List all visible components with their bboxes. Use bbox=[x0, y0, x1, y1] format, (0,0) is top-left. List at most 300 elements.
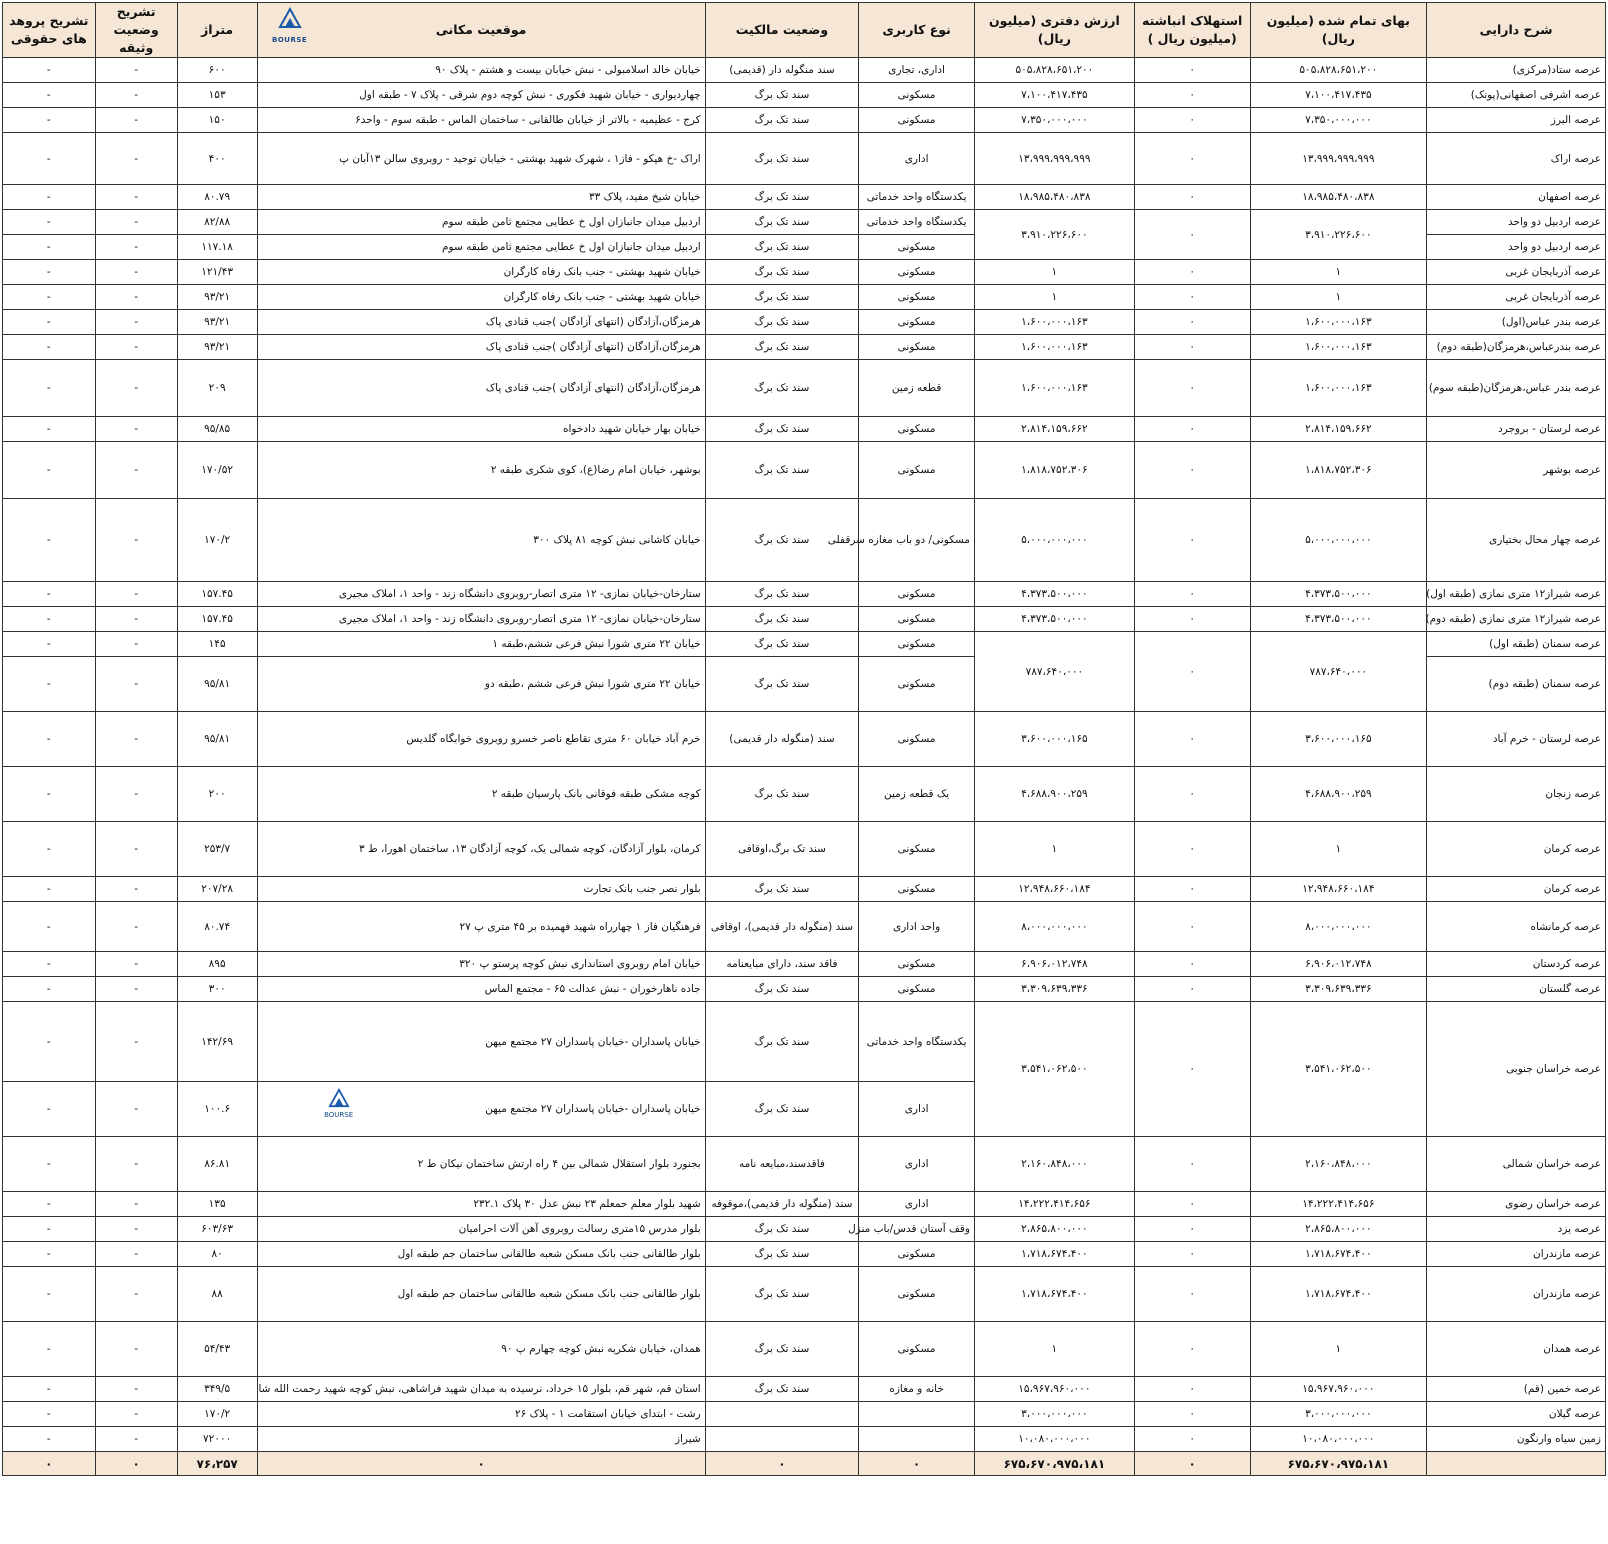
cell-usage: مسکونی bbox=[859, 632, 975, 657]
cell-desc: عرصه اردبیل دو واحد bbox=[1427, 235, 1606, 260]
cell-collat: - bbox=[95, 133, 177, 185]
cell-collat: - bbox=[95, 607, 177, 632]
cell-cost: ۱۰،۰۸۰،۰۰۰،۰۰۰ bbox=[1250, 1427, 1427, 1452]
table-row bbox=[3, 83, 1606, 108]
cell-cost: ۵۰۵،۸۲۸،۶۵۱،۲۰۰ bbox=[1250, 58, 1427, 83]
header-area: متراژ bbox=[177, 3, 257, 58]
cell-own: سند تک برگ bbox=[705, 632, 859, 657]
cell-book: ۱۵،۹۶۷،۹۶۰،۰۰۰ bbox=[974, 1377, 1134, 1402]
cell-cost: ۵،۰۰۰،۰۰۰،۰۰۰ bbox=[1250, 499, 1427, 582]
total-legal: ۰ bbox=[3, 1452, 96, 1476]
cell-depr: ۰ bbox=[1134, 632, 1250, 712]
cell-loc: خیابان پاسداران -خیابان پاسداران ۲۷ مجتمع میهن bbox=[257, 1002, 705, 1082]
cell-usage: مسکونی bbox=[859, 1267, 975, 1322]
cell-legal: - bbox=[3, 1267, 96, 1322]
bourse-logo-icon bbox=[276, 7, 304, 29]
cell-legal: - bbox=[3, 335, 96, 360]
cell-own: سند تک برگ bbox=[705, 977, 859, 1002]
cell-area: ۲۰۹ bbox=[177, 360, 257, 417]
cell-depr: ۰ bbox=[1134, 1427, 1250, 1452]
cell-loc: اردبیل میدان جانبازان اول خ عطایی مجتمع ثامن طبقه سوم bbox=[257, 210, 705, 235]
header-depr: استهلاک انباشته (میلیون ریال ) bbox=[1134, 3, 1250, 58]
cell-book: ۱،۶۰۰،۰۰۰،۱۶۳ bbox=[974, 335, 1134, 360]
cell-cost: ۱،۸۱۸،۷۵۲،۳۰۶ bbox=[1250, 442, 1427, 499]
header-usage: نوع کاربری bbox=[859, 3, 975, 58]
cell-loc: اردبیل میدان جانبازان اول خ عطایی مجتمع ثامن طبقه سوم bbox=[257, 235, 705, 260]
cell-desc: عرصه بندرعباس،هرمزگان(طبقه دوم) bbox=[1427, 335, 1606, 360]
table-row bbox=[3, 607, 1606, 632]
cell-legal: - bbox=[3, 133, 96, 185]
cell-own: سند تک برگ bbox=[705, 1082, 859, 1137]
cell-book: ۴،۳۷۳،۵۰۰،۰۰۰ bbox=[974, 607, 1134, 632]
cell-depr: ۰ bbox=[1134, 952, 1250, 977]
header-loc bbox=[257, 3, 705, 58]
cell-collat: - bbox=[95, 1242, 177, 1267]
cell-collat: - bbox=[95, 58, 177, 83]
cell-loc: خیابان بهار خیابان شهید دادخواه bbox=[257, 417, 705, 442]
cell-area: ۱۵۳ bbox=[177, 83, 257, 108]
cell-own: سند تک برگ bbox=[705, 260, 859, 285]
cell-desc: عرصه بوشهر bbox=[1427, 442, 1606, 499]
cell-area: ۸۰ bbox=[177, 1242, 257, 1267]
cell-collat: - bbox=[95, 260, 177, 285]
cell-book: ۷،۱۰۰،۴۱۷،۴۳۵ bbox=[974, 83, 1134, 108]
cell-legal: - bbox=[3, 877, 96, 902]
total-usage: ۰ bbox=[859, 1452, 975, 1476]
cell-own: سند تک برگ bbox=[705, 360, 859, 417]
cell-cost: ۴،۳۷۳،۵۰۰،۰۰۰ bbox=[1250, 582, 1427, 607]
cell-usage: مسکونی/ دو باب مغازه سرقفلی bbox=[859, 499, 975, 582]
cell-cost: ۷،۳۵۰،۰۰۰،۰۰۰ bbox=[1250, 108, 1427, 133]
cell-desc: عرصه همدان bbox=[1427, 1322, 1606, 1377]
cell-legal: - bbox=[3, 417, 96, 442]
table-row bbox=[3, 1217, 1606, 1242]
header-row bbox=[3, 3, 1606, 58]
cell-desc: عرصه البرز bbox=[1427, 108, 1606, 133]
cell-book: ۷،۳۵۰،۰۰۰،۰۰۰ bbox=[974, 108, 1134, 133]
cell-collat: - bbox=[95, 902, 177, 952]
table-row bbox=[3, 285, 1606, 310]
cell-loc: فرهنگیان فاز ۱ چهارراه شهید فهمیده بر ۴۵ متری پ ۲۷ bbox=[257, 902, 705, 952]
cell-book: ۱،۸۱۸،۷۵۲،۳۰۶ bbox=[974, 442, 1134, 499]
cell-desc: عرصه اشرفی اصفهانی(پونک) bbox=[1427, 83, 1606, 108]
cell-collat: - bbox=[95, 767, 177, 822]
cell-loc: بجنورد بلوار استقلال شمالی بین ۴ راه ارتش ساختمان نیکان ط ۲ bbox=[257, 1137, 705, 1192]
cell-own: سند تک برگ bbox=[705, 1377, 859, 1402]
table-row bbox=[3, 1402, 1606, 1427]
cell-own: سند تک برگ bbox=[705, 417, 859, 442]
total-area: ۷۶،۲۵۷ bbox=[177, 1452, 257, 1476]
cell-cost: ۱۲،۹۴۸،۶۶۰،۱۸۴ bbox=[1250, 877, 1427, 902]
cell-legal: - bbox=[3, 1002, 96, 1082]
cell-desc: زمین سیاه وارنگون bbox=[1427, 1427, 1606, 1452]
cell-book: ۱۴،۲۲۲،۴۱۴،۶۵۶ bbox=[974, 1192, 1134, 1217]
bourse-logo-icon bbox=[326, 1088, 352, 1108]
cell-cost: ۱۴،۲۲۲،۴۱۴،۶۵۶ bbox=[1250, 1192, 1427, 1217]
cell-usage: وقف آستان قدس/باب منزل bbox=[859, 1217, 975, 1242]
cell-usage: مسکونی bbox=[859, 83, 975, 108]
cell-collat: - bbox=[95, 83, 177, 108]
cell-area: ۶۰۰ bbox=[177, 58, 257, 83]
cell-own bbox=[705, 1427, 859, 1452]
cell-collat: - bbox=[95, 632, 177, 657]
cell-legal: - bbox=[3, 1402, 96, 1427]
cell-area: ۴۰۰ bbox=[177, 133, 257, 185]
cell-cost: ۱ bbox=[1250, 822, 1427, 877]
cell-depr: ۰ bbox=[1134, 767, 1250, 822]
cell-book: ۷۸۷،۶۴۰،۰۰۰ bbox=[974, 632, 1134, 712]
cell-desc: عرصه خراسان رضوی bbox=[1427, 1192, 1606, 1217]
cell-desc: عرصه مازندران bbox=[1427, 1267, 1606, 1322]
cell-area: ۸۲/۸۸ bbox=[177, 210, 257, 235]
cell-area: ۹۵/۸۱ bbox=[177, 712, 257, 767]
cell-loc: اراک -خ هپکو - فاز۱ ، شهرک شهید بهشتی - خیابان توحید - روبروی سالن ۱۳آبان پ bbox=[257, 133, 705, 185]
cell-loc: هرمزگان،آزادگان (انتهای آزادگان )جنب قنادی پاک bbox=[257, 310, 705, 335]
cell-book: ۱ bbox=[974, 822, 1134, 877]
cell-book: ۱،۷۱۸،۶۷۴،۴۰۰ bbox=[974, 1242, 1134, 1267]
cell-book: ۲،۸۶۵،۸۰۰،۰۰۰ bbox=[974, 1217, 1134, 1242]
table-row bbox=[3, 260, 1606, 285]
cell-cost: ۲،۱۶۰،۸۴۸،۰۰۰ bbox=[1250, 1137, 1427, 1192]
cell-desc: عرصه کرمان bbox=[1427, 877, 1606, 902]
cell-depr: ۰ bbox=[1134, 133, 1250, 185]
cell-loc: چهاردیواری - خیابان شهید فکوری - نبش کوچه دوم شرقی - پلاک ۷ - طبقه اول bbox=[257, 83, 705, 108]
cell-depr: ۰ bbox=[1134, 582, 1250, 607]
cell-area: ۱۵۷.۴۵ bbox=[177, 582, 257, 607]
bourse-logo-text: BOURSE bbox=[324, 1111, 354, 1119]
cell-depr: ۰ bbox=[1134, 260, 1250, 285]
cell-own: سند تک برگ bbox=[705, 133, 859, 185]
table-row bbox=[3, 58, 1606, 83]
cell-cost: ۱۳،۹۹۹،۹۹۹،۹۹۹ bbox=[1250, 133, 1427, 185]
cell-depr: ۰ bbox=[1134, 1242, 1250, 1267]
cell-loc: کرج - عظیمیه - بالاتر از خیابان طالقانی - ساختمان الماس - طبقه سوم - واحد۶ bbox=[257, 108, 705, 133]
cell-loc: خیابان پاسداران -خیابان پاسداران ۲۷ مجتمع میهن BOURSE bbox=[257, 1082, 705, 1137]
cell-own bbox=[705, 1402, 859, 1427]
cell-book: ۳،۳۰۹،۶۳۹،۳۳۶ bbox=[974, 977, 1134, 1002]
table-row bbox=[3, 108, 1606, 133]
cell-loc: خیابان شهید بهشتی - جنب بانک رفاه کارگران bbox=[257, 285, 705, 310]
cell-depr: ۰ bbox=[1134, 499, 1250, 582]
cell-book: ۲،۸۱۴،۱۵۹،۶۶۲ bbox=[974, 417, 1134, 442]
table-row bbox=[3, 1322, 1606, 1377]
cell-book: ۱۸،۹۸۵،۴۸۰،۸۳۸ bbox=[974, 185, 1134, 210]
cell-desc: عرصه بندر عباس،هرمزگان(طبقه سوم) bbox=[1427, 360, 1606, 417]
cell-depr: ۰ bbox=[1134, 285, 1250, 310]
cell-collat: - bbox=[95, 952, 177, 977]
table-row bbox=[3, 952, 1606, 977]
cell-own: سند (منگوله دار قدیمی)،موقوفه bbox=[705, 1192, 859, 1217]
cell-cost: ۱ bbox=[1250, 1322, 1427, 1377]
cell-depr: ۰ bbox=[1134, 902, 1250, 952]
cell-loc: بلوار نصر جنب بانک تجارت bbox=[257, 877, 705, 902]
cell-collat: - bbox=[95, 108, 177, 133]
cell-area: ۲۰۰ bbox=[177, 767, 257, 822]
cell-own: سند تک برگ bbox=[705, 1002, 859, 1082]
cell-depr: ۰ bbox=[1134, 712, 1250, 767]
cell-cost: ۳،۶۰۰،۰۰۰،۱۶۵ bbox=[1250, 712, 1427, 767]
cell-desc: عرصه لرستان - خرم آباد bbox=[1427, 712, 1606, 767]
cell-area: ۸۶.۸۱ bbox=[177, 1137, 257, 1192]
cell-depr: ۰ bbox=[1134, 877, 1250, 902]
cell-own: سند تک برگ bbox=[705, 767, 859, 822]
cell-area: ۹۳/۲۱ bbox=[177, 285, 257, 310]
cell-legal: - bbox=[3, 607, 96, 632]
total-cost: ۶۷۵،۶۷۰،۹۷۵،۱۸۱ bbox=[1250, 1452, 1427, 1476]
cell-desc: عرصه گلستان bbox=[1427, 977, 1606, 1002]
cell-depr: ۰ bbox=[1134, 1192, 1250, 1217]
cell-usage: مسکونی bbox=[859, 285, 975, 310]
table-row bbox=[3, 712, 1606, 767]
cell-loc: بوشهر، خیابان امام رضا(ع)، کوی شکری طبقه ۲ bbox=[257, 442, 705, 499]
bourse-logo bbox=[264, 7, 316, 47]
cell-usage: مسکونی bbox=[859, 1322, 975, 1377]
cell-legal: - bbox=[3, 58, 96, 83]
cell-loc: خیابان ۲۲ متری شورا نبش فرعی ششم،طبقه ۱ bbox=[257, 632, 705, 657]
cell-legal: - bbox=[3, 1137, 96, 1192]
cell-usage: اداری bbox=[859, 1137, 975, 1192]
cell-desc: عرصه زنجان bbox=[1427, 767, 1606, 822]
cell-depr: ۰ bbox=[1134, 310, 1250, 335]
cell-loc: شیراز bbox=[257, 1427, 705, 1452]
cell-book: ۶،۹۰۶،۰۱۲،۷۴۸ bbox=[974, 952, 1134, 977]
cell-book: ۱،۷۱۸،۶۷۴،۴۰۰ bbox=[974, 1267, 1134, 1322]
cell-collat: - bbox=[95, 1377, 177, 1402]
table-row bbox=[3, 582, 1606, 607]
cell-book: ۳،۹۱۰،۲۲۶،۶۰۰ bbox=[974, 210, 1134, 260]
cell-cost: ۳،۰۰۰،۰۰۰،۰۰۰ bbox=[1250, 1402, 1427, 1427]
cell-usage: مسکونی bbox=[859, 260, 975, 285]
table-row bbox=[3, 185, 1606, 210]
cell-legal: - bbox=[3, 632, 96, 657]
cell-cost: ۶،۹۰۶،۰۱۲،۷۴۸ bbox=[1250, 952, 1427, 977]
cell-collat: - bbox=[95, 442, 177, 499]
cell-desc: عرصه شیراز۱۲ متری نمازی (طبقه اول) bbox=[1427, 582, 1606, 607]
cell-area: ۲۵۳/۷ bbox=[177, 822, 257, 877]
cell-cost: ۱،۶۰۰،۰۰۰،۱۶۳ bbox=[1250, 335, 1427, 360]
cell-own: سند تک برگ bbox=[705, 108, 859, 133]
cell-loc: خیابان کاشانی نبش کوچه ۸۱ پلاک ۳۰۰ bbox=[257, 499, 705, 582]
cell-legal: - bbox=[3, 499, 96, 582]
cell-usage: مسکونی bbox=[859, 582, 975, 607]
cell-book: ۵۰۵،۸۲۸،۶۵۱،۲۰۰ bbox=[974, 58, 1134, 83]
table-row bbox=[3, 360, 1606, 417]
cell-desc: عرصه لرستان - بروجرد bbox=[1427, 417, 1606, 442]
cell-book: ۸،۰۰۰،۰۰۰،۰۰۰ bbox=[974, 902, 1134, 952]
cell-cost: ۷۸۷،۶۴۰،۰۰۰ bbox=[1250, 632, 1427, 712]
cell-legal: - bbox=[3, 952, 96, 977]
header-collat: تشریح وضعیت وثیقه bbox=[95, 3, 177, 58]
cell-cost: ۱،۶۰۰،۰۰۰،۱۶۳ bbox=[1250, 360, 1427, 417]
cell-usage: مسکونی bbox=[859, 657, 975, 712]
table-row bbox=[3, 1377, 1606, 1402]
table-row bbox=[3, 442, 1606, 499]
cell-depr: ۰ bbox=[1134, 1402, 1250, 1427]
table-row bbox=[3, 902, 1606, 952]
table-row bbox=[3, 1267, 1606, 1322]
bourse-watermark-logo bbox=[314, 1088, 364, 1132]
table-row bbox=[3, 1242, 1606, 1267]
cell-depr: ۰ bbox=[1134, 822, 1250, 877]
cell-own: سند تک برگ bbox=[705, 1322, 859, 1377]
cell-collat: - bbox=[95, 335, 177, 360]
table-row bbox=[3, 877, 1606, 902]
cell-collat: - bbox=[95, 185, 177, 210]
cell-own: سند منگوله دار (قدیمی) bbox=[705, 58, 859, 83]
cell-legal: - bbox=[3, 108, 96, 133]
cell-book: ۱۳،۹۹۹،۹۹۹،۹۹۹ bbox=[974, 133, 1134, 185]
cell-book: ۳،۵۴۱،۰۶۲،۵۰۰ bbox=[974, 1002, 1134, 1137]
cell-depr: ۰ bbox=[1134, 210, 1250, 260]
cell-desc: عرصه گیلان bbox=[1427, 1402, 1606, 1427]
asset-table-body bbox=[3, 58, 1606, 1476]
total-own: ۰ bbox=[705, 1452, 859, 1476]
header-desc: شرح دارایی bbox=[1427, 3, 1606, 58]
cell-desc: عرصه سمنان (طبقه اول) bbox=[1427, 632, 1606, 657]
cell-book: ۱،۶۰۰،۰۰۰،۱۶۳ bbox=[974, 360, 1134, 417]
cell-desc: عرصه خراسان جنوبی bbox=[1427, 1002, 1606, 1137]
header-legal: تشریح پروهد های حقوقی bbox=[3, 3, 96, 58]
cell-loc: رشت - ابتدای خیابان استقامت ۱ - پلاک ۲۶ bbox=[257, 1402, 705, 1427]
cell-depr: ۰ bbox=[1134, 1322, 1250, 1377]
cell-loc: ستارخان-خیابان نمازی- ۱۲ متری اتصار-روبروی دانشگاه زند - واحد ۱، املاک مجیری bbox=[257, 607, 705, 632]
cell-legal: - bbox=[3, 1217, 96, 1242]
cell-usage: یکدستگاه واحد خدماتی bbox=[859, 210, 975, 235]
cell-area: ۱۳۵ bbox=[177, 1192, 257, 1217]
cell-legal: - bbox=[3, 235, 96, 260]
cell-book: ۱۰،۰۸۰،۰۰۰،۰۰۰ bbox=[974, 1427, 1134, 1452]
cell-book: ۱ bbox=[974, 260, 1134, 285]
cell-cost: ۱ bbox=[1250, 285, 1427, 310]
cell-legal: - bbox=[3, 1082, 96, 1137]
cell-desc: عرصه سمنان (طبقه دوم) bbox=[1427, 657, 1606, 712]
cell-legal: - bbox=[3, 360, 96, 417]
cell-collat: - bbox=[95, 1402, 177, 1427]
cell-desc: عرصه آذربایجان غربی bbox=[1427, 260, 1606, 285]
table-row bbox=[3, 1137, 1606, 1192]
cell-desc: عرصه خراسان شمالی bbox=[1427, 1137, 1606, 1192]
cell-collat: - bbox=[95, 712, 177, 767]
total-collat: ۰ bbox=[95, 1452, 177, 1476]
cell-collat: - bbox=[95, 1137, 177, 1192]
cell-book: ۱ bbox=[974, 285, 1134, 310]
cell-area: ۱۴۲/۶۹ bbox=[177, 1002, 257, 1082]
cell-area: ۸۰.۷۹ bbox=[177, 185, 257, 210]
asset-table bbox=[2, 2, 1606, 1476]
cell-desc: عرصه بندر عباس(اول) bbox=[1427, 310, 1606, 335]
cell-book: ۱ bbox=[974, 1322, 1134, 1377]
cell-book: ۴،۳۷۳،۵۰۰،۰۰۰ bbox=[974, 582, 1134, 607]
cell-book: ۱،۶۰۰،۰۰۰،۱۶۳ bbox=[974, 310, 1134, 335]
cell-legal: - bbox=[3, 767, 96, 822]
cell-depr: ۰ bbox=[1134, 360, 1250, 417]
cell-desc: عرصه چهار محال بختیاری bbox=[1427, 499, 1606, 582]
cell-area: ۹۵/۸۱ bbox=[177, 657, 257, 712]
cell-cost: ۳،۹۱۰،۲۲۶،۶۰۰ bbox=[1250, 210, 1427, 260]
total-book: ۶۷۵،۶۷۰،۹۷۵،۱۸۱ bbox=[974, 1452, 1134, 1476]
cell-desc: عرصه مازندران bbox=[1427, 1242, 1606, 1267]
cell-area: ۹۵/۸۵ bbox=[177, 417, 257, 442]
cell-depr: ۰ bbox=[1134, 442, 1250, 499]
cell-usage bbox=[859, 1402, 975, 1427]
cell-legal: - bbox=[3, 712, 96, 767]
cell-collat: - bbox=[95, 285, 177, 310]
cell-collat: - bbox=[95, 877, 177, 902]
table-row bbox=[3, 977, 1606, 1002]
cell-desc: عرصه کرمانشاه bbox=[1427, 902, 1606, 952]
table-row bbox=[3, 822, 1606, 877]
cell-depr: ۰ bbox=[1134, 335, 1250, 360]
cell-cost: ۷،۱۰۰،۴۱۷،۴۳۵ bbox=[1250, 83, 1427, 108]
cell-own: سند تک برگ bbox=[705, 285, 859, 310]
cell-loc: هرمزگان،آزادگان (انتهای آزادگان )جنب قنادی پاک bbox=[257, 335, 705, 360]
table-row bbox=[3, 417, 1606, 442]
cell-usage: مسکونی bbox=[859, 877, 975, 902]
cell-loc: شهید بلوار معلم حمعلم ۲۳ نبش عدل ۳۰ پلاک ۲۳۲.۱ bbox=[257, 1192, 705, 1217]
cell-desc: عرصه خمین (قم) bbox=[1427, 1377, 1606, 1402]
cell-own: سند تک برگ bbox=[705, 499, 859, 582]
cell-area: ۳۰۰ bbox=[177, 977, 257, 1002]
cell-legal: - bbox=[3, 582, 96, 607]
cell-own: سند تک برگ bbox=[705, 335, 859, 360]
cell-usage: مسکونی bbox=[859, 235, 975, 260]
cell-own: سند تک برگ bbox=[705, 607, 859, 632]
cell-own: سند تک برگ bbox=[705, 1217, 859, 1242]
table-row bbox=[3, 767, 1606, 822]
cell-collat: - bbox=[95, 310, 177, 335]
cell-depr: ۰ bbox=[1134, 58, 1250, 83]
cell-collat: - bbox=[95, 1427, 177, 1452]
cell-collat: - bbox=[95, 1217, 177, 1242]
cell-usage: اداری bbox=[859, 1192, 975, 1217]
cell-cost: ۸،۰۰۰،۰۰۰،۰۰۰ bbox=[1250, 902, 1427, 952]
cell-area: ۱۵۰ bbox=[177, 108, 257, 133]
cell-area: ۱۱۷.۱۸ bbox=[177, 235, 257, 260]
cell-cost: ۱،۷۱۸،۶۷۴،۴۰۰ bbox=[1250, 1267, 1427, 1322]
cell-collat: - bbox=[95, 499, 177, 582]
cell-desc: عرصه کرمان bbox=[1427, 822, 1606, 877]
cell-cost: ۱،۷۱۸،۶۷۴،۴۰۰ bbox=[1250, 1242, 1427, 1267]
cell-area: ۹۳/۲۱ bbox=[177, 310, 257, 335]
cell-legal: - bbox=[3, 83, 96, 108]
cell-loc: خرم آباد خیابان ۶۰ متری تقاطع ناصر خسرو روبروی خوابگاه گلدیس bbox=[257, 712, 705, 767]
cell-usage: یکدستگاه واحد خدماتی bbox=[859, 1002, 975, 1082]
cell-usage: مسکونی bbox=[859, 712, 975, 767]
cell-area: ۳۴۹/۵ bbox=[177, 1377, 257, 1402]
cell-own: سند تک برگ bbox=[705, 877, 859, 902]
cell-depr: ۰ bbox=[1134, 1267, 1250, 1322]
cell-area: ۸۹۵ bbox=[177, 952, 257, 977]
cell-collat: - bbox=[95, 582, 177, 607]
cell-legal: - bbox=[3, 977, 96, 1002]
cell-cost: ۲،۸۱۴،۱۵۹،۶۶۲ bbox=[1250, 417, 1427, 442]
cell-area: ۱۵۷.۴۵ bbox=[177, 607, 257, 632]
cell-book: ۴،۶۸۸،۹۰۰،۲۵۹ bbox=[974, 767, 1134, 822]
cell-area: ۱۴۵ bbox=[177, 632, 257, 657]
cell-depr: ۰ bbox=[1134, 108, 1250, 133]
cell-legal: - bbox=[3, 902, 96, 952]
cell-own: سند تک برگ bbox=[705, 210, 859, 235]
header-own: وضعیت مالکیت bbox=[705, 3, 859, 58]
cell-own: سند (منگوله دار قدیمی)، اوقافی bbox=[705, 902, 859, 952]
cell-collat: - bbox=[95, 657, 177, 712]
cell-usage: مسکونی bbox=[859, 442, 975, 499]
table-row bbox=[3, 1427, 1606, 1452]
total-loc: ۰ bbox=[257, 1452, 705, 1476]
cell-legal: - bbox=[3, 185, 96, 210]
cell-cost: ۳،۵۴۱،۰۶۲،۵۰۰ bbox=[1250, 1002, 1427, 1137]
cell-loc: بلوار مدرس ۱۵متری رسالت روبروی آهن آلات احرامیان bbox=[257, 1217, 705, 1242]
